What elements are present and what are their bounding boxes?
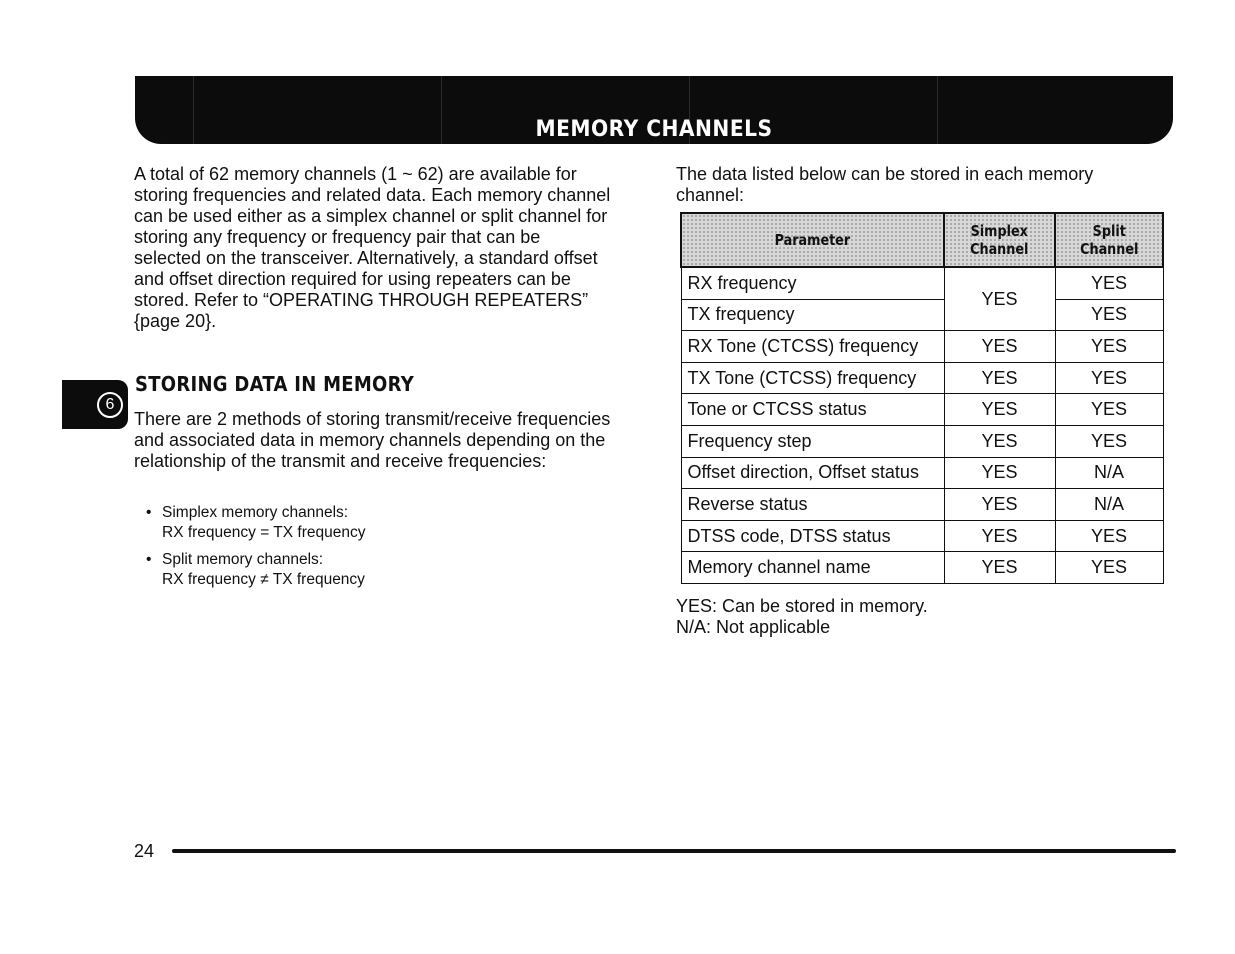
parameter-cell: TX frequency	[681, 299, 944, 331]
split-cell: YES	[1055, 394, 1163, 426]
intro-paragraph: A total of 62 memory channels (1 ~ 62) are available for storing frequencies and related data. Each memory channel can be used either as a simplex channel or split channel for storing any frequency or frequency pair that can be selected on the transceiver. Alternatively, a standard offset and offset direction required for using repeaters can be stored. Refer to “OPERATING THROUGH REPEATERS” {page 20}.	[134, 164, 611, 331]
table-row	[681, 520, 1163, 552]
page-number: 24	[134, 841, 155, 861]
parameter-cell: RX frequency	[681, 267, 944, 299]
simplex-cell: YES	[944, 520, 1055, 552]
table-row	[681, 331, 1163, 363]
legend-na: N/A: Not applicable	[676, 617, 831, 637]
list-item-detail: RX frequency ≠ TX frequency	[162, 571, 365, 588]
list-item-label: Simplex memory channels:	[162, 504, 349, 521]
section-paragraph: There are 2 methods of storing transmit/receive frequencies and associated data in memory channels depending on the relationship of the transmit and receive frequencies:	[134, 409, 611, 471]
page-title: MEMORY CHANNELS	[535, 117, 773, 142]
simplex-cell: YES	[944, 394, 1055, 426]
parameter-cell: DTSS code, DTSS status	[681, 520, 944, 552]
table-row	[681, 394, 1163, 426]
simplex-cell: YES	[944, 425, 1055, 457]
parameter-cell: Tone or CTCSS status	[681, 394, 944, 426]
split-cell: YES	[1055, 520, 1163, 552]
parameter-cell: RX Tone (CTCSS) frequency	[681, 331, 944, 363]
column-header-parameter: Parameter	[681, 213, 944, 267]
list-item	[146, 503, 566, 543]
simplex-cell: YES	[944, 362, 1055, 394]
split-cell: YES	[1055, 362, 1163, 394]
simplex-cell: YES	[944, 457, 1055, 489]
split-cell: YES	[1055, 267, 1163, 299]
split-cell: N/A	[1055, 457, 1163, 489]
table-header-row	[681, 213, 1163, 267]
split-cell: YES	[1055, 331, 1163, 363]
table-row	[681, 552, 1163, 584]
list-item	[146, 550, 566, 590]
footer-rule	[172, 849, 1176, 853]
simplex-cell: YES	[944, 489, 1055, 521]
split-cell: N/A	[1055, 489, 1163, 521]
parameter-cell: TX Tone (CTCSS) frequency	[681, 362, 944, 394]
chapter-tab	[62, 380, 128, 429]
legend-yes: YES: Can be stored in memory.	[676, 596, 928, 616]
methods-list	[146, 503, 566, 597]
column-header-simplex: Simplex Channel	[944, 213, 1055, 267]
split-cell: YES	[1055, 552, 1163, 584]
memory-data-table	[680, 212, 1164, 584]
simplex-cell: YES	[944, 267, 1055, 331]
table-row	[681, 362, 1163, 394]
table-row	[681, 489, 1163, 521]
section-heading: STORING DATA IN MEMORY	[135, 372, 415, 396]
table-intro-paragraph: The data listed below can be stored in each memory channel:	[676, 164, 1094, 205]
table-legend	[676, 596, 928, 638]
parameter-cell: Memory channel name	[681, 552, 944, 584]
split-cell: YES	[1055, 425, 1163, 457]
parameter-cell: Offset direction, Offset status	[681, 457, 944, 489]
parameter-cell: Reverse status	[681, 489, 944, 521]
list-item-detail: RX frequency = TX frequency	[162, 524, 366, 541]
list-item-label: Split memory channels:	[162, 551, 324, 568]
section-header-bar	[135, 76, 1173, 144]
parameter-cell: Frequency step	[681, 425, 944, 457]
simplex-cell: YES	[944, 552, 1055, 584]
table-row	[681, 267, 1163, 299]
column-header-split: Split Channel	[1055, 213, 1163, 267]
table-row	[681, 425, 1163, 457]
table-row	[681, 299, 1163, 331]
split-cell: YES	[1055, 299, 1163, 331]
chapter-number: 6	[97, 392, 123, 418]
table-row	[681, 457, 1163, 489]
simplex-cell: YES	[944, 331, 1055, 363]
